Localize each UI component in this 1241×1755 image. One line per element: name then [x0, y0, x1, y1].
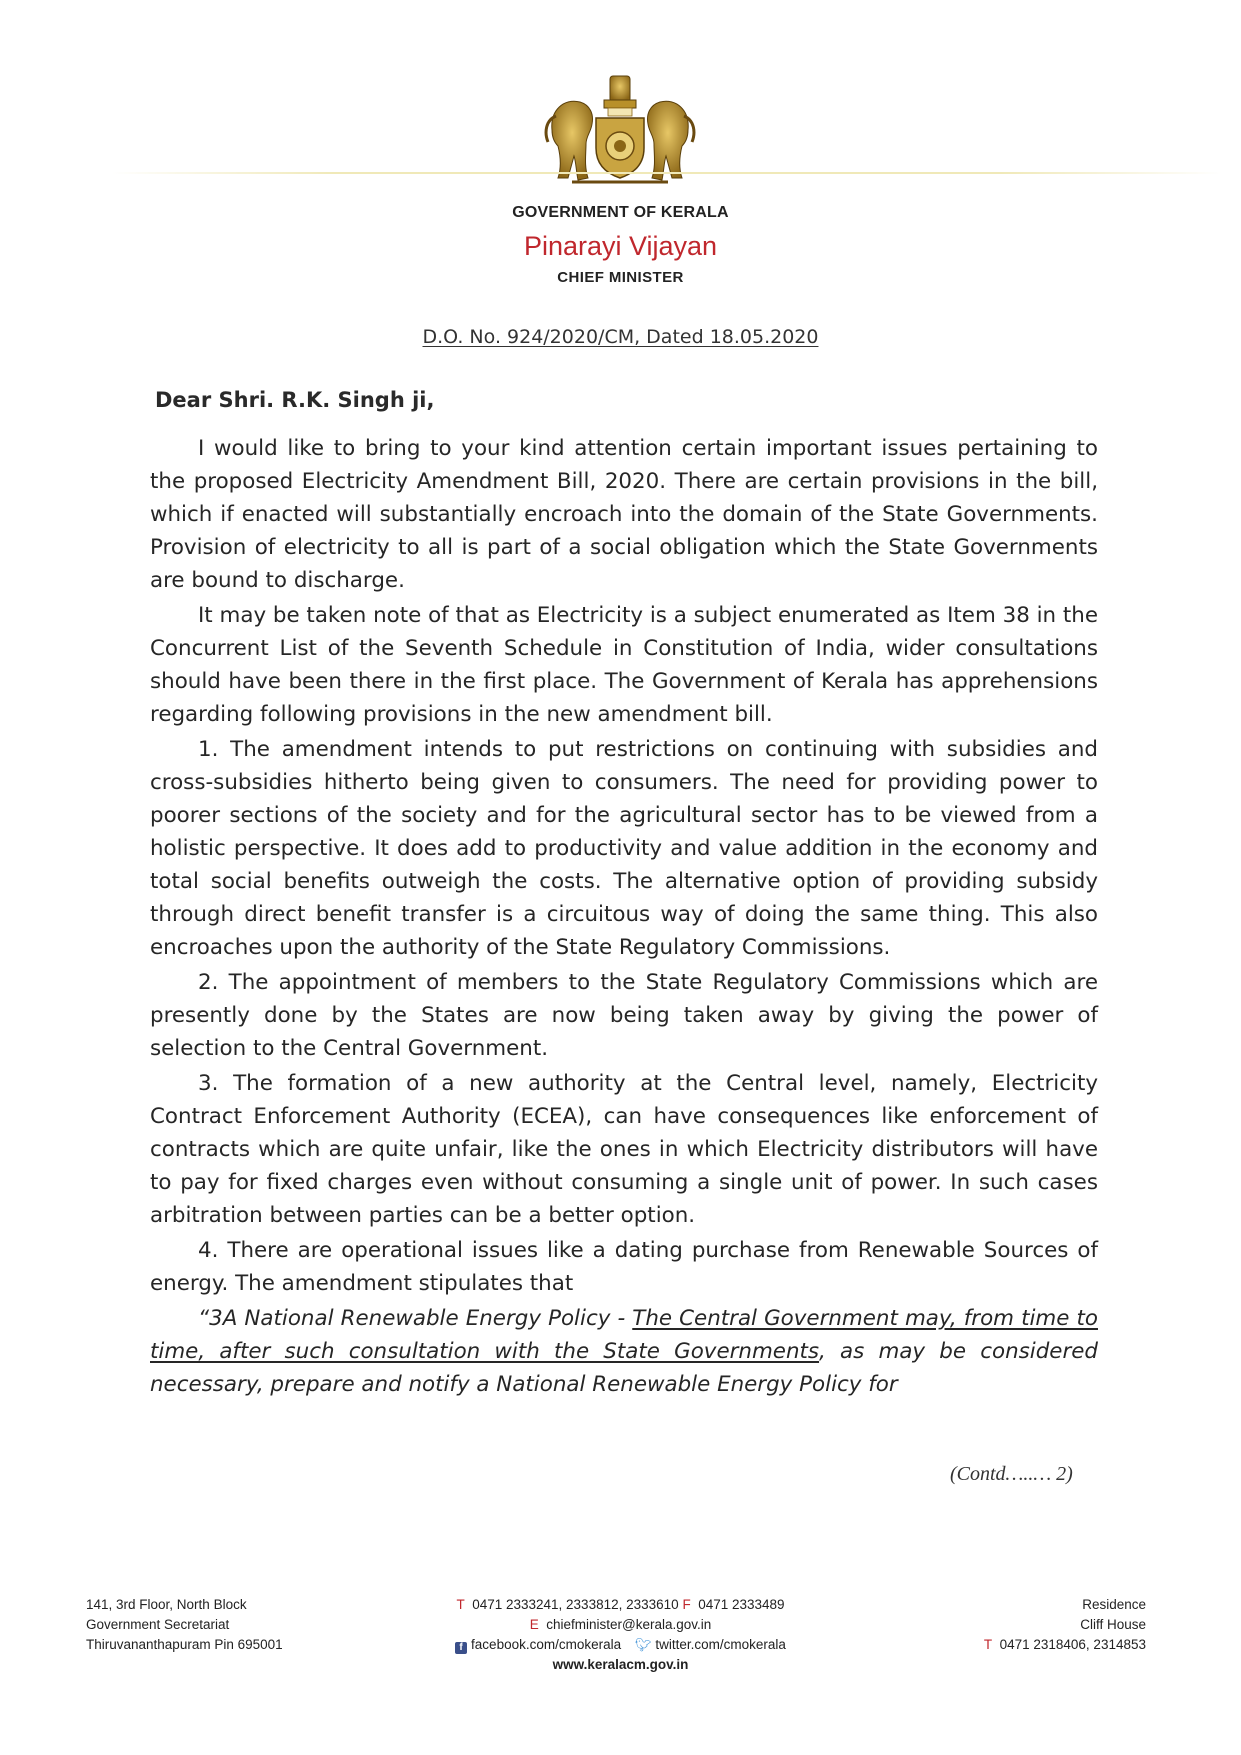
paragraph-point-4: 4. There are operational issues like a dating purchase from Renewable Sources of energy. The amendment stipulates that — [150, 1238, 1098, 1296]
residence-phone-label: T — [983, 1637, 993, 1652]
reference-number: D.O. No. 924/2020/CM, Dated 18.05.2020 — [422, 326, 819, 348]
twitter-link[interactable]: twitter.com/cmokerala — [655, 1637, 786, 1652]
phone-label: T — [456, 1597, 465, 1612]
minister-title: CHIEF MINISTER — [557, 269, 684, 286]
letter-body — [150, 432, 1098, 1403]
address-line-2: Government Secretariat — [86, 1617, 230, 1632]
residence-details — [984, 1595, 1146, 1655]
website-link[interactable]: www.keralacm.gov.in — [552, 1657, 689, 1672]
paragraph-point-1: 1. The amendment intends to put restrictions on continuing with subsidies and cross-subsidies hitherto being given to consumers. The need for providing power to poorer sections of the society and for the agricultural sector has to be viewed from a holistic perspective. It does add to productivity and value addition in the economy and total social benefits outweigh the costs. The alternative option of providing subsidy through direct benefit transfer is a circuitous way of doing the same thing. This also encroaches upon the authority of the State Regulatory Commissions. — [150, 737, 1098, 960]
facebook-link[interactable]: facebook.com/cmokerala — [471, 1637, 622, 1652]
email-label: E — [529, 1617, 539, 1632]
paragraph-point-2: 2. The appointment of members to the State Regulatory Commissions which are presently done by the States are now being taken away by giving the power of selection to the Central Government. — [150, 970, 1098, 1061]
salutation: Dear Shri. R.K. Singh ji, — [155, 388, 435, 412]
fax-label: F — [682, 1597, 691, 1612]
paragraph-intro: I would like to bring to your kind attention certain important issues pertaining to the proposed Electricity Amendment Bill, 2020. There are certain provisions in the bill, which if enacted will substantially encroach into the domain of the State Governments. Provision of electricity to all is part of a social obligation which the State Governments are bound to discharge. — [150, 436, 1098, 593]
minister-name: Pinarayi Vijayan — [523, 231, 718, 261]
quote-underlined: The Central Government may, from time to time, after such consultation with the State Governments — [150, 1306, 1098, 1364]
facebook-icon: f — [455, 1642, 467, 1654]
quoted-clause — [150, 1302, 1098, 1401]
residence-phone: 0471 2318406, 2314853 — [999, 1637, 1146, 1652]
phone-numbers: 0471 2333241, 2333812, 2333610 — [472, 1597, 679, 1612]
government-heading: GOVERNMENT OF KERALA — [512, 204, 729, 221]
quote-lead: “3A National Renewable Energy Policy - — [198, 1306, 633, 1331]
header-divider — [112, 172, 1222, 174]
address-line-1: 141, 3rd Floor, North Block — [86, 1597, 247, 1612]
paragraph-concurrent-list: It may be taken note of that as Electricity is a subject enumerated as Item 38 in the Concurrent List of the Seventh Schedule in Constitution of India, wider consultations should have been there in the first place. The Government of Kerala has apprehensions regarding following provisions in the new amendment bill. — [150, 603, 1099, 727]
residence-phone-line — [984, 1635, 1146, 1655]
address-line-3: Thiruvananthapuram Pin 695001 — [86, 1637, 283, 1652]
quote-rest: , as may be considered necessary, prepare and notify a National Renewable Energy Policy for — [150, 1339, 1098, 1397]
email-address[interactable]: chiefminister@kerala.gov.in — [546, 1617, 712, 1632]
residence-name: Cliff House — [1080, 1617, 1146, 1632]
fax-number: 0471 2333489 — [698, 1597, 785, 1612]
residence-label: Residence — [1082, 1597, 1146, 1612]
twitter-icon: 🐦︎ — [634, 1637, 652, 1652]
continued-marker: (Contd…..… 2) — [950, 1463, 1073, 1485]
paragraph-point-3: 3. The formation of a new authority at the Central level, namely, Electricity Contract Enforcement Authority (ECEA), can have consequences like enforcement of contracts which are quite unfair, like the ones in which Electricity distributors will have to pay for fixed charges even without consuming a single unit of power. In such cases arbitration between parties can be a better option. — [150, 1071, 1098, 1228]
